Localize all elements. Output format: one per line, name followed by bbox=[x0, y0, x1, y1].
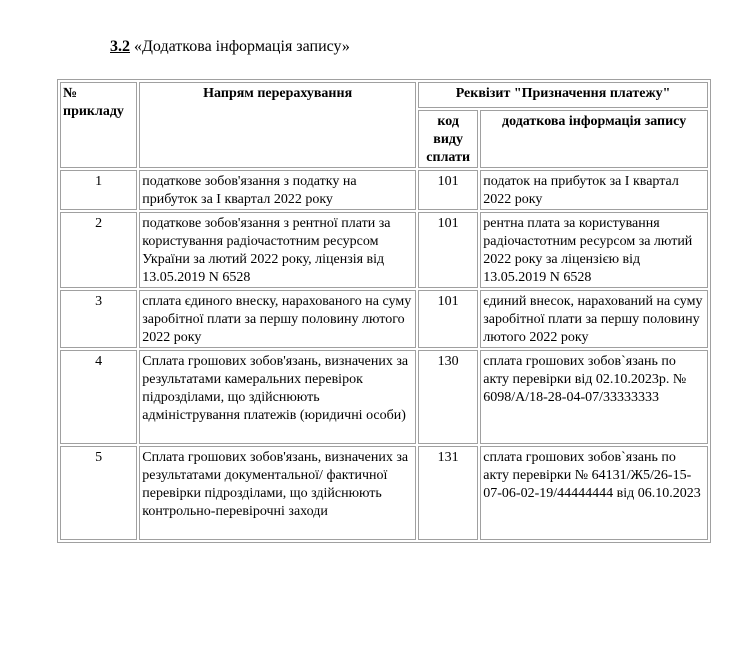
row-direction: Сплата грошових зобов'язань, визначених за результатами документальної/ фактичної перевірки підрозділами, що здійснюють контрольно-перевірочні заходи bbox=[139, 446, 416, 540]
section-title: «Додаткова інформація запису» bbox=[134, 38, 350, 55]
row-number: 3 bbox=[60, 290, 137, 348]
table-row bbox=[60, 350, 708, 444]
section-number: 3.2 bbox=[110, 38, 130, 55]
row-code: 101 bbox=[418, 290, 478, 348]
header-requisite: Реквізит "Призначення платежу" bbox=[418, 82, 708, 108]
header-additional-info: додаткова інформація запису bbox=[480, 110, 708, 168]
row-info: сплата грошових зобов`язань по акту перевірки № 64131/Ж5/26-15-07-06-02-19/44444444 від 06.10.2023 bbox=[480, 446, 708, 540]
row-direction: Сплата грошових зобов'язань, визначених за результатами камеральних перевірок підрозділами, що здійснюють адміністрування платежів (юридичні особи) bbox=[139, 350, 416, 444]
row-info: єдиний внесок, нарахований на суму заробітної плати за першу половину лютого 2022 року bbox=[480, 290, 708, 348]
row-code: 101 bbox=[418, 170, 478, 210]
row-direction: податкове зобов'язання з рентної плати за користування радіочастотним ресурсом України за лютий 2022 року, ліцензія від 13.05.2019 N 6528 bbox=[139, 212, 416, 288]
row-code: 131 bbox=[418, 446, 478, 540]
row-code: 130 bbox=[418, 350, 478, 444]
row-number: 5 bbox=[60, 446, 137, 540]
row-info: податок на прибуток за I квартал 2022 року bbox=[480, 170, 708, 210]
header-example-number: № прикладу bbox=[60, 82, 137, 168]
row-number: 2 bbox=[60, 212, 137, 288]
header-row-top bbox=[60, 82, 708, 108]
row-code: 101 bbox=[418, 212, 478, 288]
payment-purpose-table bbox=[57, 79, 711, 543]
row-number: 4 bbox=[60, 350, 137, 444]
table-row bbox=[60, 170, 708, 210]
table-row bbox=[60, 446, 708, 540]
row-number: 1 bbox=[60, 170, 137, 210]
header-direction: Напрям перерахування bbox=[139, 82, 416, 168]
row-info: рентна плата за користування радіочастотним ресурсом за лютий 2022 року за ліцензією від 13.05.2019 N 6528 bbox=[480, 212, 708, 288]
row-direction: податкове зобов'язання з податку на прибуток за I квартал 2022 року bbox=[139, 170, 416, 210]
table-row bbox=[60, 290, 708, 348]
section-heading bbox=[110, 38, 350, 56]
table-row bbox=[60, 212, 708, 288]
header-payment-code: код виду сплати bbox=[418, 110, 478, 168]
row-direction: сплата єдиного внеску, нарахованого на суму заробітної плати за першу половину лютого 2022 року bbox=[139, 290, 416, 348]
row-info: сплата грошових зобов`язань по акту перевірки від 02.10.2023р. № 6098/А/18-28-04-07/33333333 bbox=[480, 350, 708, 444]
